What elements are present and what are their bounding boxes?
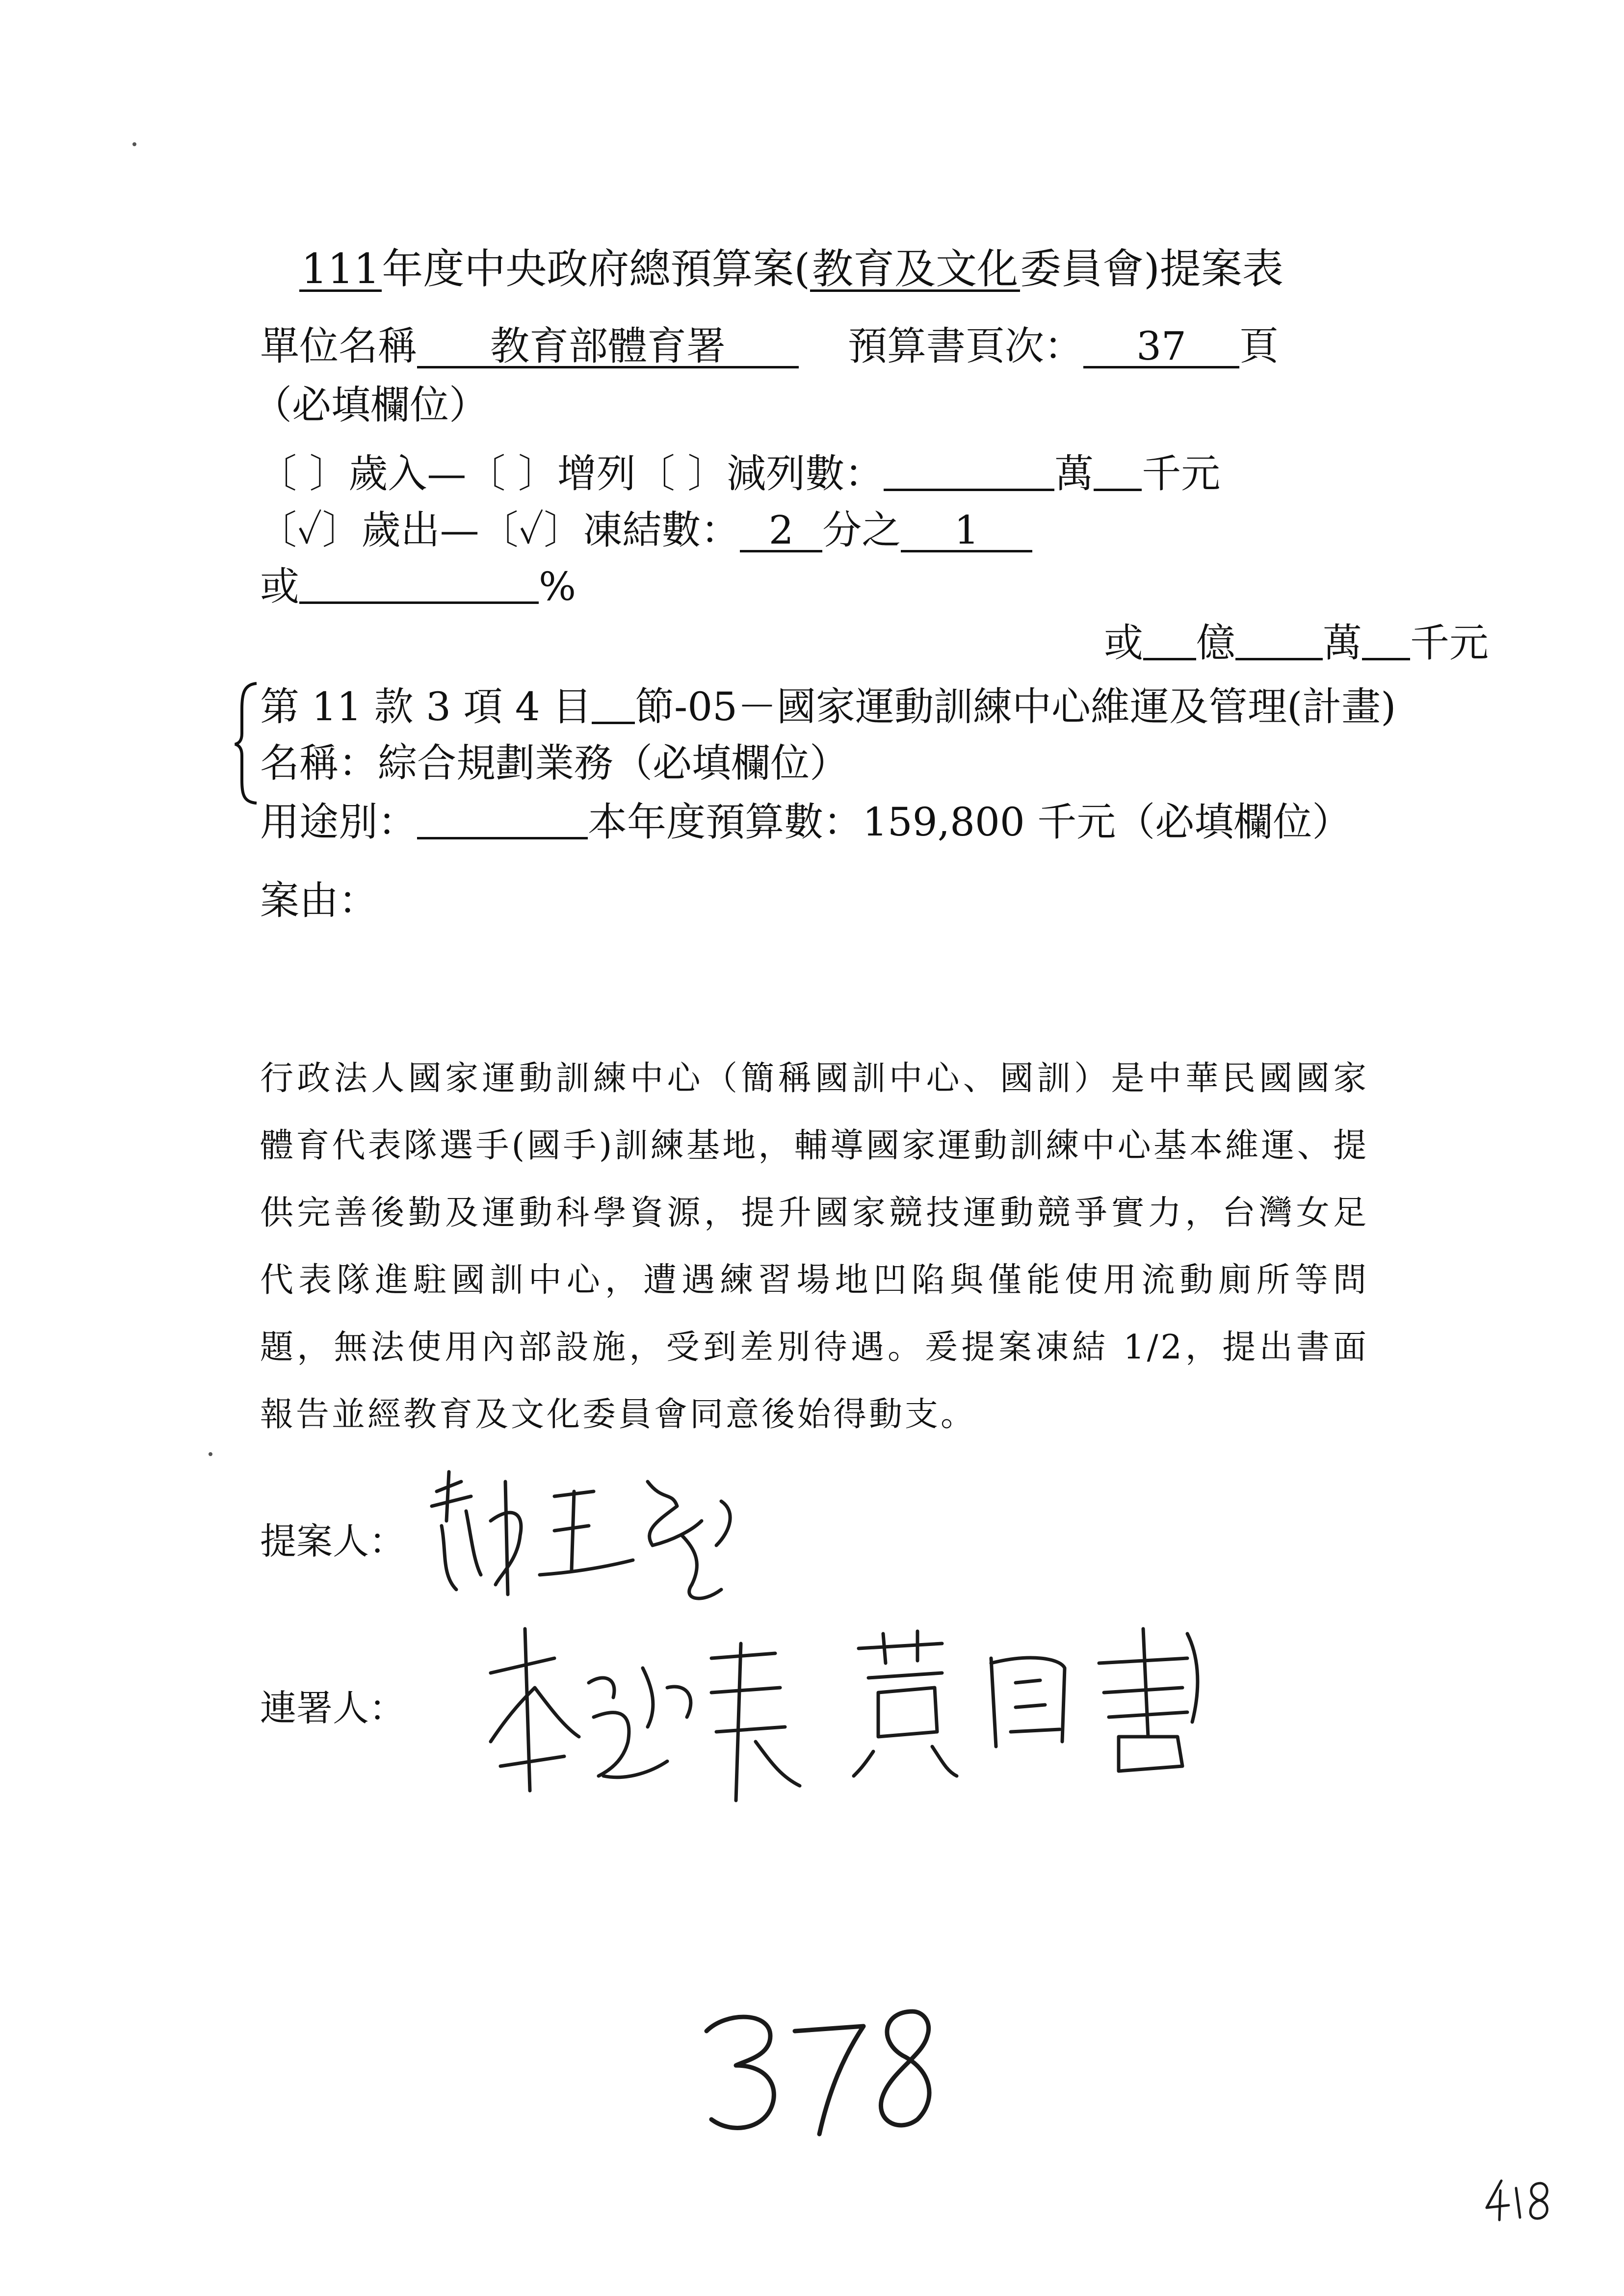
- page-value: 37: [1083, 327, 1239, 368]
- usage-blank: [417, 803, 588, 839]
- unit-line: [260, 324, 1279, 369]
- revenue-boxes: 〔 〕歲入—〔 〕增列〔 〕減列數：: [258, 451, 884, 496]
- revenue-line: [258, 451, 1220, 496]
- expense-line: [258, 508, 1032, 553]
- amount-yi: 億: [1196, 620, 1235, 666]
- revenue-qian-blank: [1094, 454, 1142, 491]
- amount-yi-blank: [1143, 624, 1196, 660]
- corner-page-number: [1482, 2173, 1555, 2227]
- cosigner-signature-1: [481, 1614, 814, 1820]
- item-line-1: [260, 684, 1396, 730]
- or-percent-line: [260, 564, 576, 609]
- scan-speck: [132, 142, 136, 146]
- expense-boxes: 〔✓〕歲出—〔✓〕凍結數：: [258, 507, 740, 553]
- amount-qianyuan: 千元: [1410, 620, 1489, 666]
- revenue-amount-blank: [884, 454, 1054, 491]
- or-label: 或: [260, 564, 299, 609]
- freeze-numerator: 2: [740, 511, 822, 552]
- page-suffix: 頁: [1239, 323, 1279, 369]
- usage-line: [260, 800, 1351, 845]
- freeze-denominator: 1: [901, 511, 1032, 552]
- item-program: 節-05－國家運動訓練中心維運及管理(計畫): [635, 684, 1396, 730]
- cosigner-signature-2: [844, 1624, 1246, 1781]
- reason-label: 案由：: [260, 878, 378, 923]
- title-post: 委員會)提案表: [1020, 245, 1283, 293]
- proposer-label: 提案人：: [260, 1520, 405, 1563]
- title-committee: 教育及文化: [810, 248, 1020, 292]
- percent-blank: [299, 567, 539, 604]
- page-label: 預算書頁次：: [848, 323, 1083, 369]
- cosigner-label: 連署人：: [260, 1687, 405, 1729]
- item-line-2: 名稱：綜合規劃業務（必填欄位）: [260, 740, 849, 786]
- form-title: [299, 245, 1283, 293]
- revenue-qianyuan: 千元: [1142, 451, 1221, 496]
- title-year: 111: [299, 248, 382, 292]
- item-bracket: [233, 679, 262, 807]
- budget-amount: 本年度預算數：159,800 千元（必填欄位）: [588, 799, 1352, 845]
- handwritten-page-number: [697, 2002, 952, 2149]
- scan-speck: [209, 1452, 212, 1456]
- amount-or: 或: [1104, 620, 1143, 666]
- unit-required-note: （必填欄位）: [253, 382, 488, 428]
- usage-label: 用途別：: [260, 799, 417, 845]
- amount-wan: 萬: [1323, 620, 1362, 666]
- reason-text: 行政法人國家運動訓練中心（簡稱國訓中心、國訓）是中華民國國家體育代表隊選手(國手)訓練基地，輔導國家運動訓練中心基本維運、提供完善後勤及運動科學資源，提升國家競技運動競爭實力，台灣女足代表隊進駐國訓中心，遭遇練習場地凹陷與僅能使用流動廁所等問題，無法使用內部設施，受到差別待遇。爰提案凍結 1/2，提出書面報告並經教育及文化委員會同意後始得動支。: [260, 1059, 1369, 1434]
- amount-line: [1104, 621, 1489, 666]
- freeze-fen-zhi: 分之: [822, 507, 901, 553]
- revenue-wan: 萬: [1054, 451, 1094, 496]
- title-pre: 年度中央政府總預算案(: [382, 245, 811, 293]
- unit-value: 教育部體育署: [417, 327, 799, 368]
- amount-qian-blank: [1362, 624, 1410, 660]
- item-kuan-xiang-mu: 第 11 款 3 項 4 目: [260, 684, 592, 730]
- proposer-signature: [427, 1462, 800, 1619]
- unit-label: 單位名稱: [260, 323, 417, 369]
- amount-wan-blank: [1235, 624, 1323, 660]
- percent-sign: %: [539, 564, 576, 609]
- item-jie-blank: [592, 687, 635, 724]
